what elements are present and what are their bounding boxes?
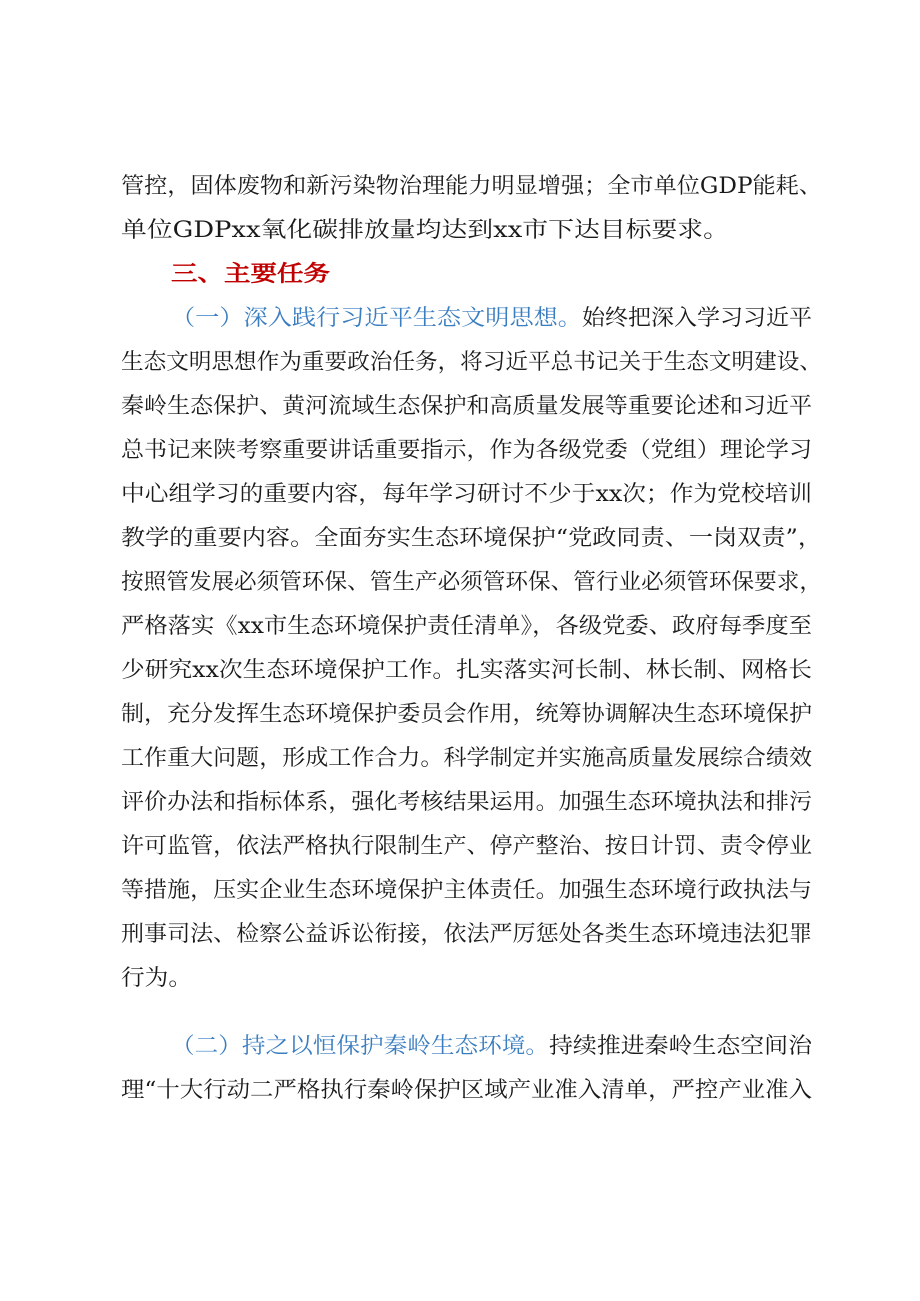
body-line [0,610,920,644]
body-line [0,478,920,512]
line-text: 少研究xx次生态环境保护工作。扎实落实河长制、林长制、网格长 [121,658,812,683]
line-text: 按照管发展必须管环保、管生产必须管环保、管行业必须管环保要求， [121,570,822,595]
line-text: 中心组学习的重要内容，每年学习研讨不少于xx次；作为党校培训 [121,482,812,507]
body-line [0,170,920,204]
body-line [0,698,920,732]
line-text: 行为。 [121,966,192,991]
body-line [0,434,920,468]
line-text: 制，充分发挥生态环境保护委员会作用，统筹协调解决生态环境保护 [121,702,812,727]
line-text: 总书记来陕考察重要讲话重要指示，作为各级党委（党组）理论学习 [121,438,812,463]
subsection-line [0,1030,920,1064]
body-line [0,918,920,952]
section-heading [0,258,920,292]
line-text: 等措施，压实企业生态环境保护主体责任。加强生态环境行政执法与 [121,878,812,903]
line-text: 生态文明思想作为重要政治任务，将习近平总书记关于生态文明建设、 [121,350,822,375]
subsection-title: （一）深入践行习近平生态文明思想。 [171,306,582,331]
body-line [0,786,920,820]
line-text: 严格落实《xx市生态环境保护责任清单》，各级党委、政府每季度至 [121,614,812,639]
line-text: 持续推进秦岭生态空间治 [549,1034,812,1059]
line-text: 理“十大行动二严格执行秦岭保护区域产业准入清单，严控产业准入 [121,1078,812,1103]
line-text: 刑事司法、检察公益诉讼衔接，依法严厉惩处各类生态环境违法犯罪 [121,922,812,947]
line-text: 单位GDPxx氧化碳排放量均达到xx市下达目标要求。 [121,218,729,243]
line-text: 秦岭生态保护、黄河流域生态保护和高质量发展等重要论述和习近平 [121,394,812,419]
line-text: 管控，固体废物和新污染物治理能力明显增强；全市单位GDP能耗、 [121,174,822,199]
line-text: 评价办法和指标体系，强化考核结果运用。加强生态环境执法和排污 [121,790,812,815]
body-line [0,390,920,424]
body-line [0,654,920,688]
body-line [0,962,920,996]
body-line [0,522,920,556]
body-line [0,742,920,776]
subsection-line [0,302,920,336]
body-line [0,830,920,864]
line-text: 工作重大问题，形成工作合力。科学制定并实施高质量发展综合绩效 [121,746,812,771]
section-heading-text: 三、主要任务 [171,262,330,287]
line-text: 始终把深入学习习近平 [582,306,812,331]
line-text: 教学的重要内容。全面夯实生态环境保护“党政同责、一岗双责”， [121,526,823,551]
body-line [0,346,920,380]
body-line [0,214,920,248]
subsection-title: （二）持之以恒保护秦岭生态环境。 [171,1034,549,1059]
body-line [0,566,920,600]
body-line [0,874,920,908]
line-text: 许可监管，依法严格执行限制生产、停产整治、按日计罚、责令停业 [121,834,812,859]
body-line [0,1074,920,1108]
